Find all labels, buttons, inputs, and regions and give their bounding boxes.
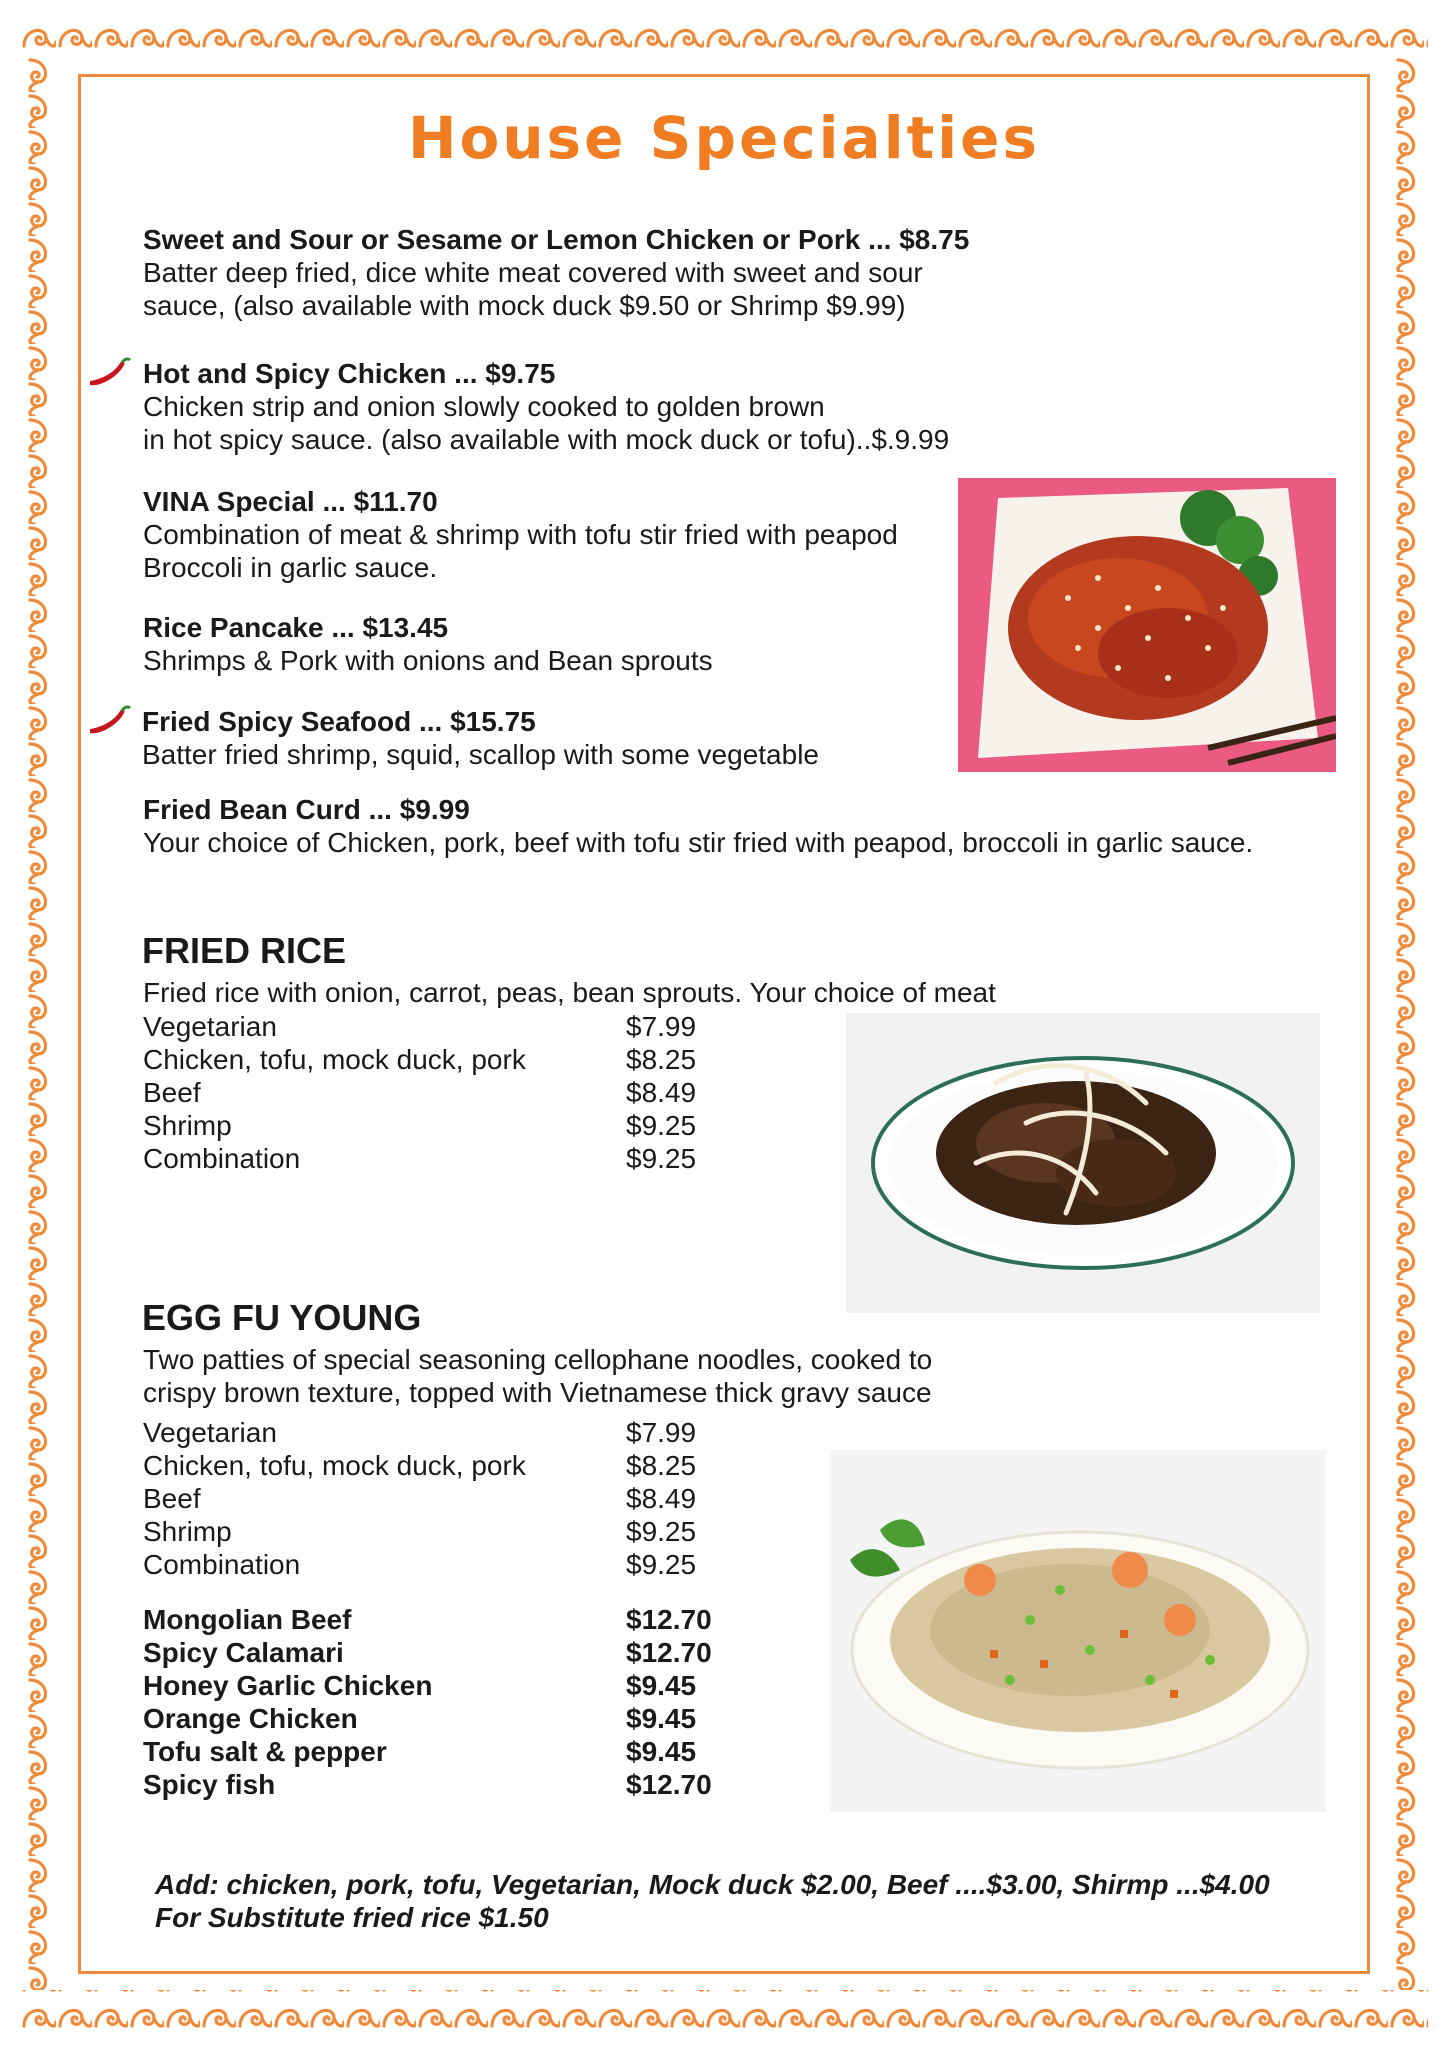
- row-price: $9.25: [626, 1516, 697, 1547]
- item-desc: Combination of meat & shrimp with tofu stir fried with peapod: [143, 519, 898, 550]
- menu-item: [143, 486, 898, 584]
- row-name: Spicy Calamari: [143, 1637, 344, 1668]
- sesame-chicken-photo: [958, 478, 1336, 772]
- fried-rice-photo: [830, 1450, 1326, 1812]
- item-desc: Batter fried shrimp, squid, scallop with some vegetable: [142, 739, 819, 770]
- item-name: Fried Spicy Seafood ... $15.75: [142, 706, 536, 737]
- row-name: Chicken, tofu, mock duck, pork: [143, 1044, 526, 1075]
- row-price: $8.49: [626, 1077, 697, 1108]
- item-desc: Your choice of Chicken, pork, beef with tofu stir fried with peapod, broccoli in garlic sauce.: [143, 827, 1254, 858]
- row-name: Combination: [143, 1549, 301, 1580]
- section-desc-line: Two patties of special seasoning cellophane noodles, cooked to: [143, 1344, 933, 1375]
- row-name: Orange Chicken: [143, 1703, 358, 1734]
- row-price: $9.25: [626, 1143, 697, 1174]
- row-name: Chicken, tofu, mock duck, pork: [143, 1450, 526, 1481]
- row-name: Tofu salt & pepper: [143, 1736, 387, 1767]
- row-price: $7.99: [626, 1417, 697, 1448]
- note-substitute: For Substitute fried rice $1.50: [155, 1902, 549, 1933]
- row-price: $12.70: [626, 1604, 712, 1635]
- chili-pepper-icon: [86, 357, 132, 389]
- row-name: Vegetarian: [143, 1011, 277, 1042]
- row-name: Vegetarian: [143, 1417, 277, 1448]
- price-row: [143, 1548, 743, 1581]
- row-price: $7.99: [626, 1011, 697, 1042]
- price-row: [143, 1636, 743, 1669]
- row-price: $8.25: [626, 1044, 697, 1075]
- item-name: Fried Bean Curd ... $9.99: [143, 794, 470, 825]
- row-name: Shrimp: [143, 1516, 232, 1547]
- item-desc: in hot spicy sauce. (also available with mock duck or tofu)..$.9.99: [143, 424, 950, 455]
- item-desc: Shrimps & Pork with onions and Bean sprouts: [143, 645, 713, 676]
- row-price: $9.25: [626, 1110, 697, 1141]
- price-row: [143, 1449, 743, 1482]
- price-row: [143, 1010, 743, 1043]
- row-name: Beef: [143, 1483, 201, 1514]
- price-row: [143, 1416, 743, 1449]
- item-desc: sauce, (also available with mock duck $9.50 or Shrimp $9.99): [143, 290, 906, 321]
- item-name: Hot and Spicy Chicken ... $9.75: [143, 358, 556, 389]
- row-price: $9.25: [626, 1549, 697, 1580]
- menu-item: [142, 706, 819, 771]
- menu-item: [143, 794, 1253, 859]
- section-desc: [143, 1343, 932, 1409]
- item-name: Sweet and Sour or Sesame or Lemon Chicken or Pork ... $8.75: [143, 224, 970, 255]
- price-row: [143, 1768, 743, 1801]
- page-title: House Specialties: [407, 104, 1041, 172]
- row-price: $8.49: [626, 1483, 697, 1514]
- item-name: VINA Special ... $11.70: [143, 486, 438, 517]
- row-price: $8.25: [626, 1450, 697, 1481]
- price-row: [143, 1482, 743, 1515]
- price-row: [143, 1076, 743, 1109]
- section-desc: Fried rice with onion, carrot, peas, bean sprouts. Your choice of meat: [143, 977, 996, 1008]
- menu-item: [143, 612, 713, 677]
- section-title-fried-rice: FRIED RICE: [142, 930, 347, 971]
- section-title-egg-fu-young: EGG FU YOUNG: [142, 1297, 422, 1338]
- row-name: Beef: [143, 1077, 201, 1108]
- menu-item: [143, 224, 969, 322]
- row-name: Mongolian Beef: [143, 1604, 352, 1635]
- row-price: $9.45: [626, 1703, 697, 1734]
- row-name: Spicy fish: [143, 1769, 276, 1800]
- row-price: $9.45: [626, 1736, 697, 1767]
- item-name: Rice Pancake ... $13.45: [143, 612, 449, 643]
- row-name: Honey Garlic Chicken: [143, 1670, 433, 1701]
- price-row: [143, 1043, 743, 1076]
- row-name: Combination: [143, 1143, 301, 1174]
- price-row: [143, 1515, 743, 1548]
- price-row: [143, 1669, 743, 1702]
- price-row: [143, 1603, 743, 1636]
- price-row: [143, 1702, 743, 1735]
- price-row: [143, 1142, 743, 1175]
- item-desc: Chicken strip and onion slowly cooked to golden brown: [143, 391, 825, 422]
- note-add-ons: Add: chicken, pork, tofu, Vegetarian, Mock duck $2.00, Beef ....$3.00, Shirmp ...$4.00: [155, 1869, 1270, 1900]
- chili-pepper-icon: [86, 705, 132, 737]
- item-desc: Batter deep fried, dice white meat covered with sweet and sour: [143, 257, 923, 288]
- row-price: $12.70: [626, 1637, 712, 1668]
- row-price: $9.45: [626, 1670, 697, 1701]
- item-desc: Broccoli in garlic sauce.: [143, 552, 438, 583]
- price-row: [143, 1735, 743, 1768]
- row-name: Shrimp: [143, 1110, 232, 1141]
- section-desc-line: crispy brown texture, topped with Vietnamese thick gravy sauce: [143, 1377, 932, 1408]
- price-row: [143, 1109, 743, 1142]
- menu-item: [143, 358, 949, 456]
- row-price: $12.70: [626, 1769, 712, 1800]
- stir-fry-photo: [846, 1013, 1320, 1313]
